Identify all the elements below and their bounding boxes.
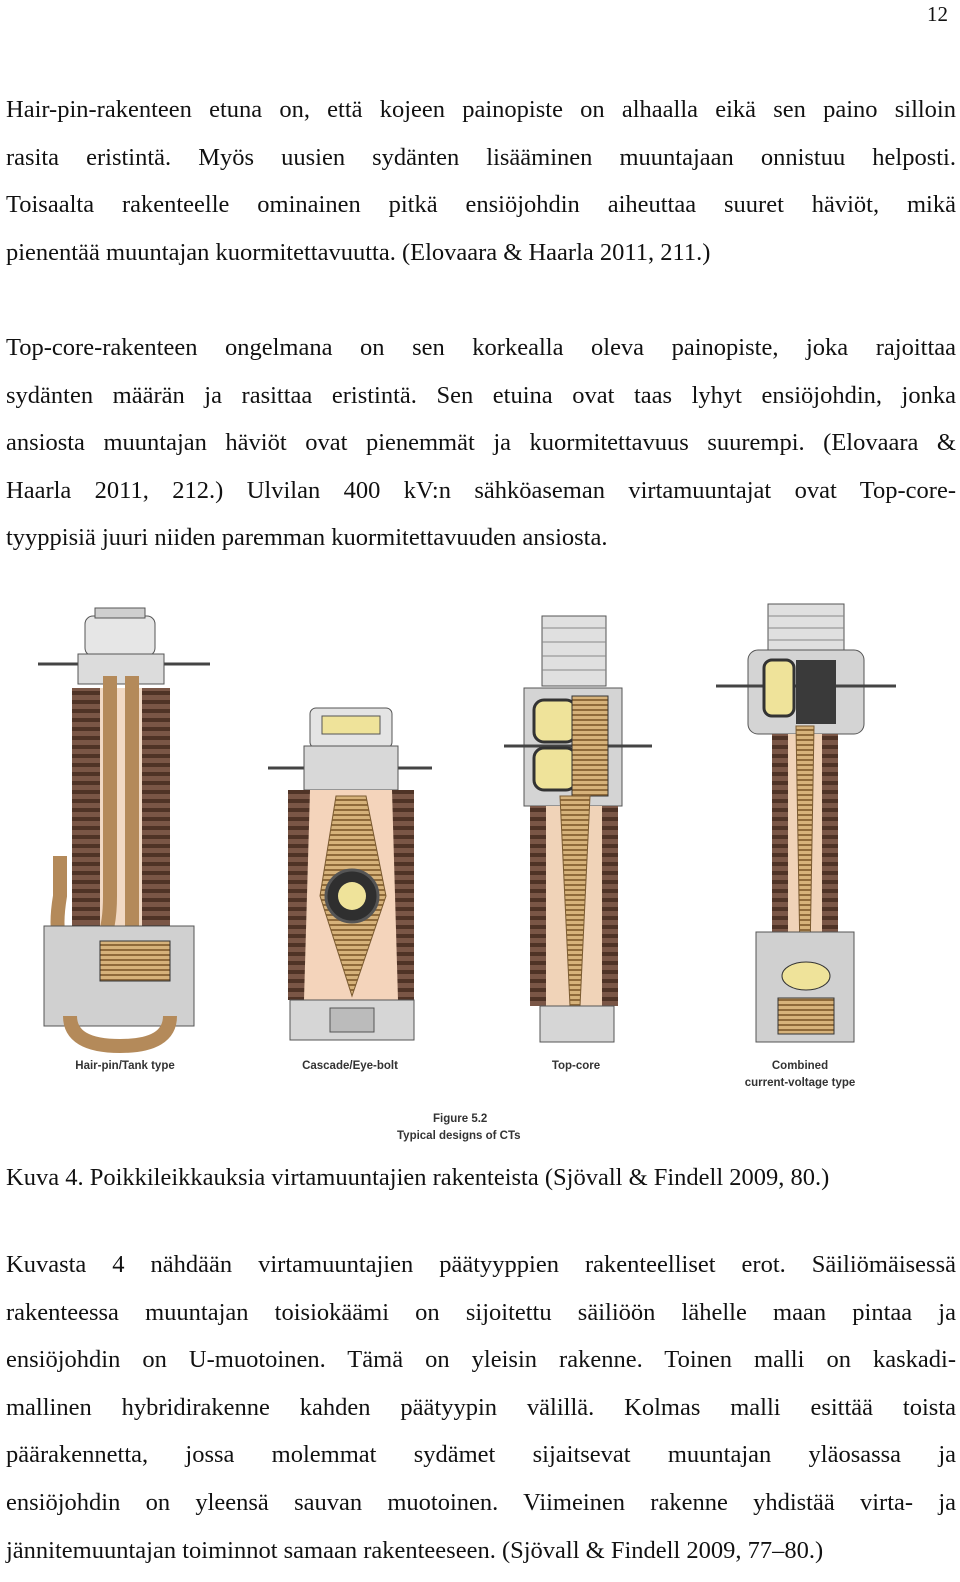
text-line: pienentää muuntajan kuormitettavuutta. (Elovaara & Haarla 2011, 211.) [6, 238, 711, 266]
text-line: jännitemuuntajan toiminnot samaan rakenteeseen. (Sjövall & Findell 2009, 77–80.) [6, 1536, 824, 1564]
text-line: päärakennetta, jossa molemmat sydämet sijaitsevat muuntajan yläosassa ja [6, 1441, 956, 1469]
paragraph-hairpin [6, 86, 956, 276]
text-line: ansiosta muuntajan häviöt ovat pienemmät ja kuormitettavuus suurempi. (Elovaara & [6, 429, 956, 457]
text-line: ensiöjohdin on U-muotoinen. Tämä on yleisin rakenne. Toinen malli on kaskadi- [6, 1346, 956, 1374]
text-line: Haarla 2011, 212.) Ulvilan 400 kV:n sähköaseman virtamuuntajat ovat Top-core- [6, 476, 956, 504]
paragraph-topcore [6, 324, 956, 562]
cascade-eyebolt-illustration [268, 708, 432, 1040]
combined-cv-illustration [716, 604, 896, 1042]
label-hairpin: Hair-pin/Tank type [75, 1060, 175, 1072]
text-line: Hair-pin-rakenteen etuna on, että kojeen painopiste on alhaalla eikä sen paino silloin [6, 96, 956, 123]
text-line: tyyppisiä juuri niiden paremman kuormitettavuuden ansiosta. [6, 524, 608, 552]
figure-title: Typical designs of CTs [397, 1130, 521, 1142]
label-topcore: Top-core [551, 1060, 601, 1072]
text-line: sydänten määrän ja rasittaa eristintä. Sen etuina ovat taas lyhyt ensiöjohdin, jonka [6, 381, 956, 409]
text-line: ensiöjohdin on yleensä sauvan muotoinen. Viimeinen rakenne yhdistää virta- ja [6, 1488, 956, 1516]
label-combined-2: current-voltage type [744, 1077, 856, 1089]
paragraph-description [6, 1241, 956, 1574]
text-line: Kuvasta 4 nähdään virtamuuntajien päätyyppien rakenteelliset erot. Säiliömäisessä [6, 1251, 956, 1278]
text-line: mallinen hybridirakenne kahden päätyypin välillä. Kolmas malli esittää toista [6, 1393, 956, 1421]
ct-designs-figure [0, 596, 960, 1156]
figure-caption: Kuva 4. Poikkileikkauksia virtamuuntajien rakenteista (Sjövall & Findell 2009, 80.) [6, 1164, 830, 1191]
text-line: rasita eristintä. Myös uusien sydänten lisääminen muuntajaan onnistuu helposti. [6, 143, 956, 171]
figure-number: Figure 5.2 [433, 1113, 488, 1125]
hairpin-tank-illustration [38, 608, 210, 1046]
text-line: Top-core-rakenteen ongelmana on sen korkealla oleva painopiste, joka rajoittaa [6, 334, 956, 361]
text-line: Toisaalta rakenteelle ominainen pitkä ensiöjohdin aiheuttaa suuret häviöt, mikä [6, 191, 956, 219]
label-combined-1: Combined [771, 1060, 829, 1072]
text-line: rakenteessa muuntajan toisiokäämi on sijoitettu säiliöön lähelle maan pintaa ja [6, 1298, 956, 1326]
label-cascade: Cascade/Eye-bolt [302, 1060, 398, 1072]
topcore-illustration [504, 616, 652, 1042]
page-number: 12 [927, 2, 948, 26]
